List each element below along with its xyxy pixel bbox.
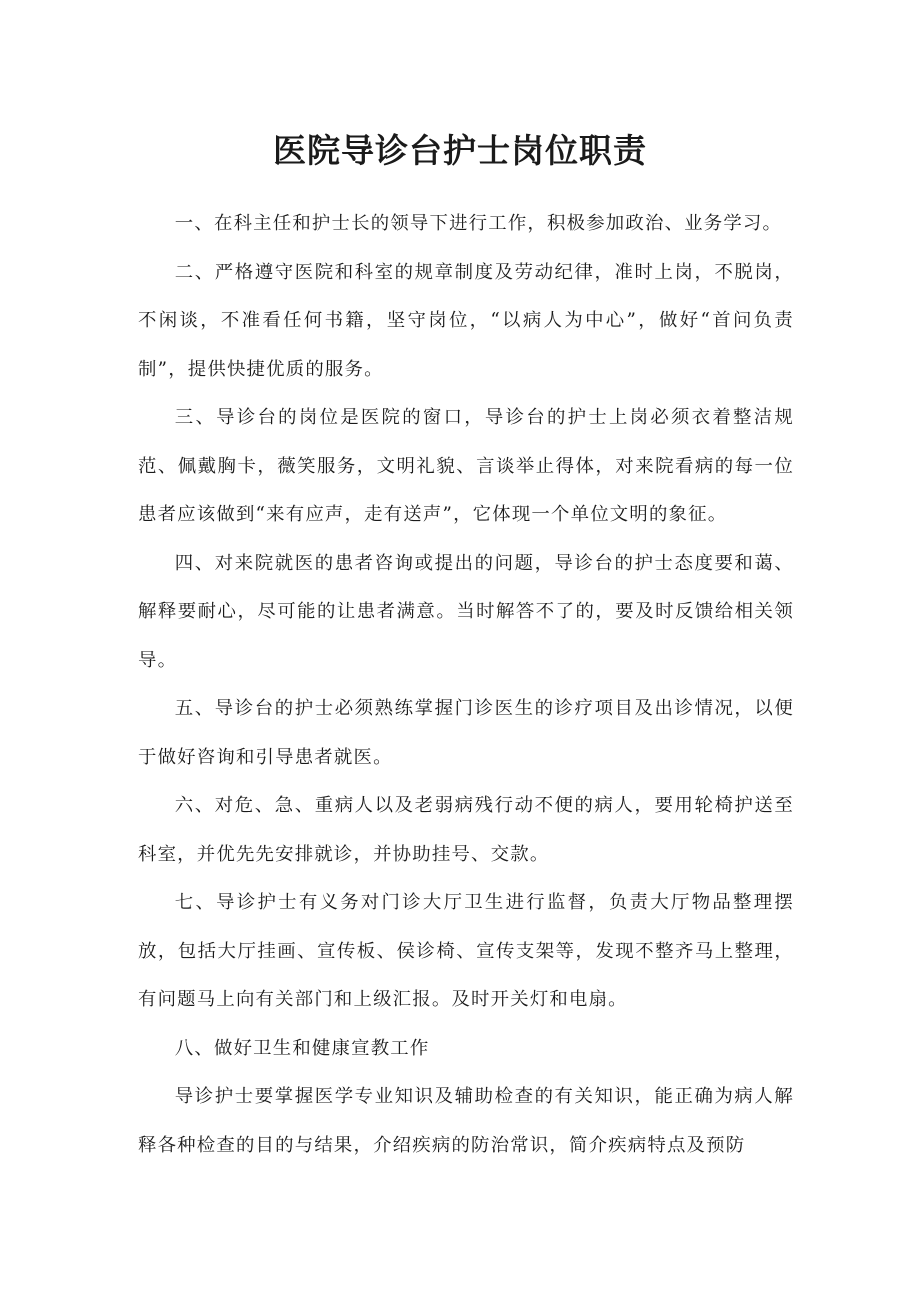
paragraph-5: 五、导诊台的护士必须熟练掌握门诊医生的诊疗项目及出诊情况，以便于做好咨询和引导患者就医。 <box>138 698 794 768</box>
paragraph-6: 六、对危、急、重病人以及老弱病残行动不便的病人，要用轮椅护送至科室，并优先先安排就诊，并协助挂号、交款。 <box>138 795 794 865</box>
paragraph-3: 三、导诊台的岗位是医院的窗口，导诊台的护士上岗必须衣着整洁规范、佩戴胸卡，薇笑服务，文明礼貌、言谈举止得体，对来院看病的每一位患者应该做到“来有应声，走有送声”，它体现一个单位文明的象征。 <box>138 407 794 525</box>
paragraph-4: 四、对来院就医的患者咨询或提出的问题，导诊台的护士态度要和蔼、解释要耐心，尽可能的让患者满意。当时解答不了的，要及时反馈给相关领导。 <box>138 552 794 671</box>
document-body <box>138 200 794 1170</box>
paragraph-9: 导诊护士要掌握医学专业知识及辅助检查的有关知识，能正确为病人解释各种检查的目的与结果，介绍疾病的防治常识，简介疾病特点及预防 <box>138 1086 794 1156</box>
document-title: 医院导诊台护士岗位职责 <box>273 131 647 171</box>
paragraph-7: 七、导诊护士有义务对门诊大厅卫生进行监督，负责大厅物品整理摆放，包括大厅挂画、宣传板、侯诊椅、宣传支架等，发现不整齐马上整理，有问题马上向有关部门和上级汇报。及时开关灯和电扇。 <box>138 892 794 1010</box>
paragraph-1: 一、在科主任和护士长的领导下进行工作，积极参加政治、业务学习。 <box>174 213 783 234</box>
paragraph-8: 八、做好卫生和健康宣教工作 <box>174 1037 430 1059</box>
paragraph-2: 二、严格遵守医院和科室的规章制度及劳动纪律，准时上岗，不脱岗，不闲谈，不准看任何书籍，坚守岗位，“以病人为中心”，做好“首问负责制”，提供快捷优质的服务。 <box>138 261 794 380</box>
